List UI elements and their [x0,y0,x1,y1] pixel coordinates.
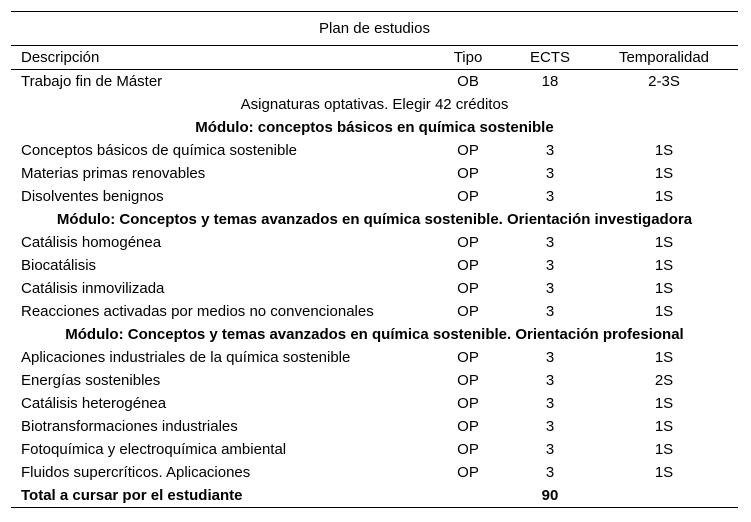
cell-descripcion: Fotoquímica y electroquímica ambiental [21,441,287,458]
table-header-row [11,46,738,70]
cell-tipo: OP [457,441,479,458]
table-row [11,461,738,484]
cell-temporalidad: 1S [654,395,674,412]
cell-tipo: OP [457,303,479,320]
module-title-row [11,323,738,346]
table-title-row [11,12,738,46]
module-title: Módulo: Conceptos y temas avanzados en química sostenible. Orientación investigadora [56,211,693,228]
cell-temporalidad: 1S [654,165,674,182]
table-row [11,277,738,300]
cell-temporalidad: 1S [654,464,674,481]
cell-ects: 18 [541,73,559,90]
table-row-tfm [11,70,738,94]
cell-ects: 3 [545,464,555,481]
cell-ects: 3 [545,441,555,458]
total-empty-temporalidad [590,484,738,508]
cell-tipo: OP [457,142,479,159]
table-row [11,392,738,415]
header-descripcion: Descripción [11,46,426,70]
header-ects: ECTS [510,46,590,70]
cell-tipo: OP [457,280,479,297]
cell-ects: 3 [545,234,555,251]
cell-ects: 3 [545,257,555,274]
header-temporalidad: Temporalidad [590,46,738,70]
cell-tipo: OP [457,372,479,389]
table-row [11,346,738,369]
cell-ects: 3 [545,372,555,389]
table-row [11,185,738,208]
module-title-row [11,116,738,139]
cell-descripcion: Energías sostenibles [21,372,161,389]
cell-tipo: OP [457,349,479,366]
cell-tipo: OB [457,73,479,90]
cell-descripcion: Reacciones activadas por medios no convencionales [21,303,374,320]
cell-temporalidad: 1S [654,188,674,205]
cell-ects: 3 [545,188,555,205]
cell-descripcion: Aplicaciones industriales de la química sostenible [21,349,351,366]
cell-descripcion: Catálisis heterogénea [21,395,167,412]
cell-descripcion: Biotransformaciones industriales [21,418,238,435]
total-value: 90 [510,484,590,508]
total-row [11,484,738,508]
table-row [11,162,738,185]
cell-temporalidad: 1S [654,303,674,320]
cell-temporalidad: 1S [654,142,674,159]
cell-descripcion: Fluidos supercríticos. Aplicaciones [21,464,251,481]
cell-ects: 3 [545,303,555,320]
cell-temporalidad: 1S [654,257,674,274]
cell-tipo: OP [457,165,479,182]
cell-descripcion: Trabajo fin de Máster [21,73,163,90]
cell-descripcion: Catálisis inmovilizada [21,280,165,297]
cell-temporalidad: 1S [654,280,674,297]
cell-descripcion: Materias primas renovables [21,165,206,182]
cell-ects: 3 [545,280,555,297]
table-row [11,300,738,323]
table-title: Plan de estudios [11,12,738,46]
cell-temporalidad: 1S [654,349,674,366]
table-row [11,254,738,277]
cell-ects: 3 [545,165,555,182]
table-row [11,438,738,461]
cell-ects: 3 [545,349,555,366]
cell-ects: 3 [545,395,555,412]
cell-tipo: OP [457,234,479,251]
cell-temporalidad: 2S [654,372,674,389]
total-empty-tipo [426,484,510,508]
module-title: Módulo: conceptos básicos en química sostenible [195,119,554,136]
cell-tipo: OP [457,395,479,412]
cell-temporalidad: 1S [654,418,674,435]
cell-ects: 3 [545,142,555,159]
table-row [11,369,738,392]
table-row [11,415,738,438]
study-plan-table [11,11,738,508]
module-title: Módulo: Conceptos y temas avanzados en química sostenible. Orientación profesional [65,326,684,343]
cell-ects: 3 [545,418,555,435]
table-row [11,231,738,254]
cell-temporalidad: 2-3S [648,73,680,90]
cell-descripcion: Conceptos básicos de química sostenible [21,142,297,159]
cell-temporalidad: 1S [654,441,674,458]
optativas-note: Asignaturas optativas. Elegir 42 créditos [240,96,509,113]
cell-tipo: OP [457,464,479,481]
cell-tipo: OP [457,188,479,205]
table-row [11,139,738,162]
total-label: Total a cursar por el estudiante [11,484,426,508]
cell-descripcion: Catálisis homogénea [21,234,162,251]
module-title-row [11,208,738,231]
header-tipo: Tipo [426,46,510,70]
cell-temporalidad: 1S [654,234,674,251]
cell-descripcion: Biocatálisis [21,257,97,274]
cell-tipo: OP [457,418,479,435]
optativas-note-row [11,93,738,116]
cell-tipo: OP [457,257,479,274]
cell-descripcion: Disolventes benignos [21,188,164,205]
